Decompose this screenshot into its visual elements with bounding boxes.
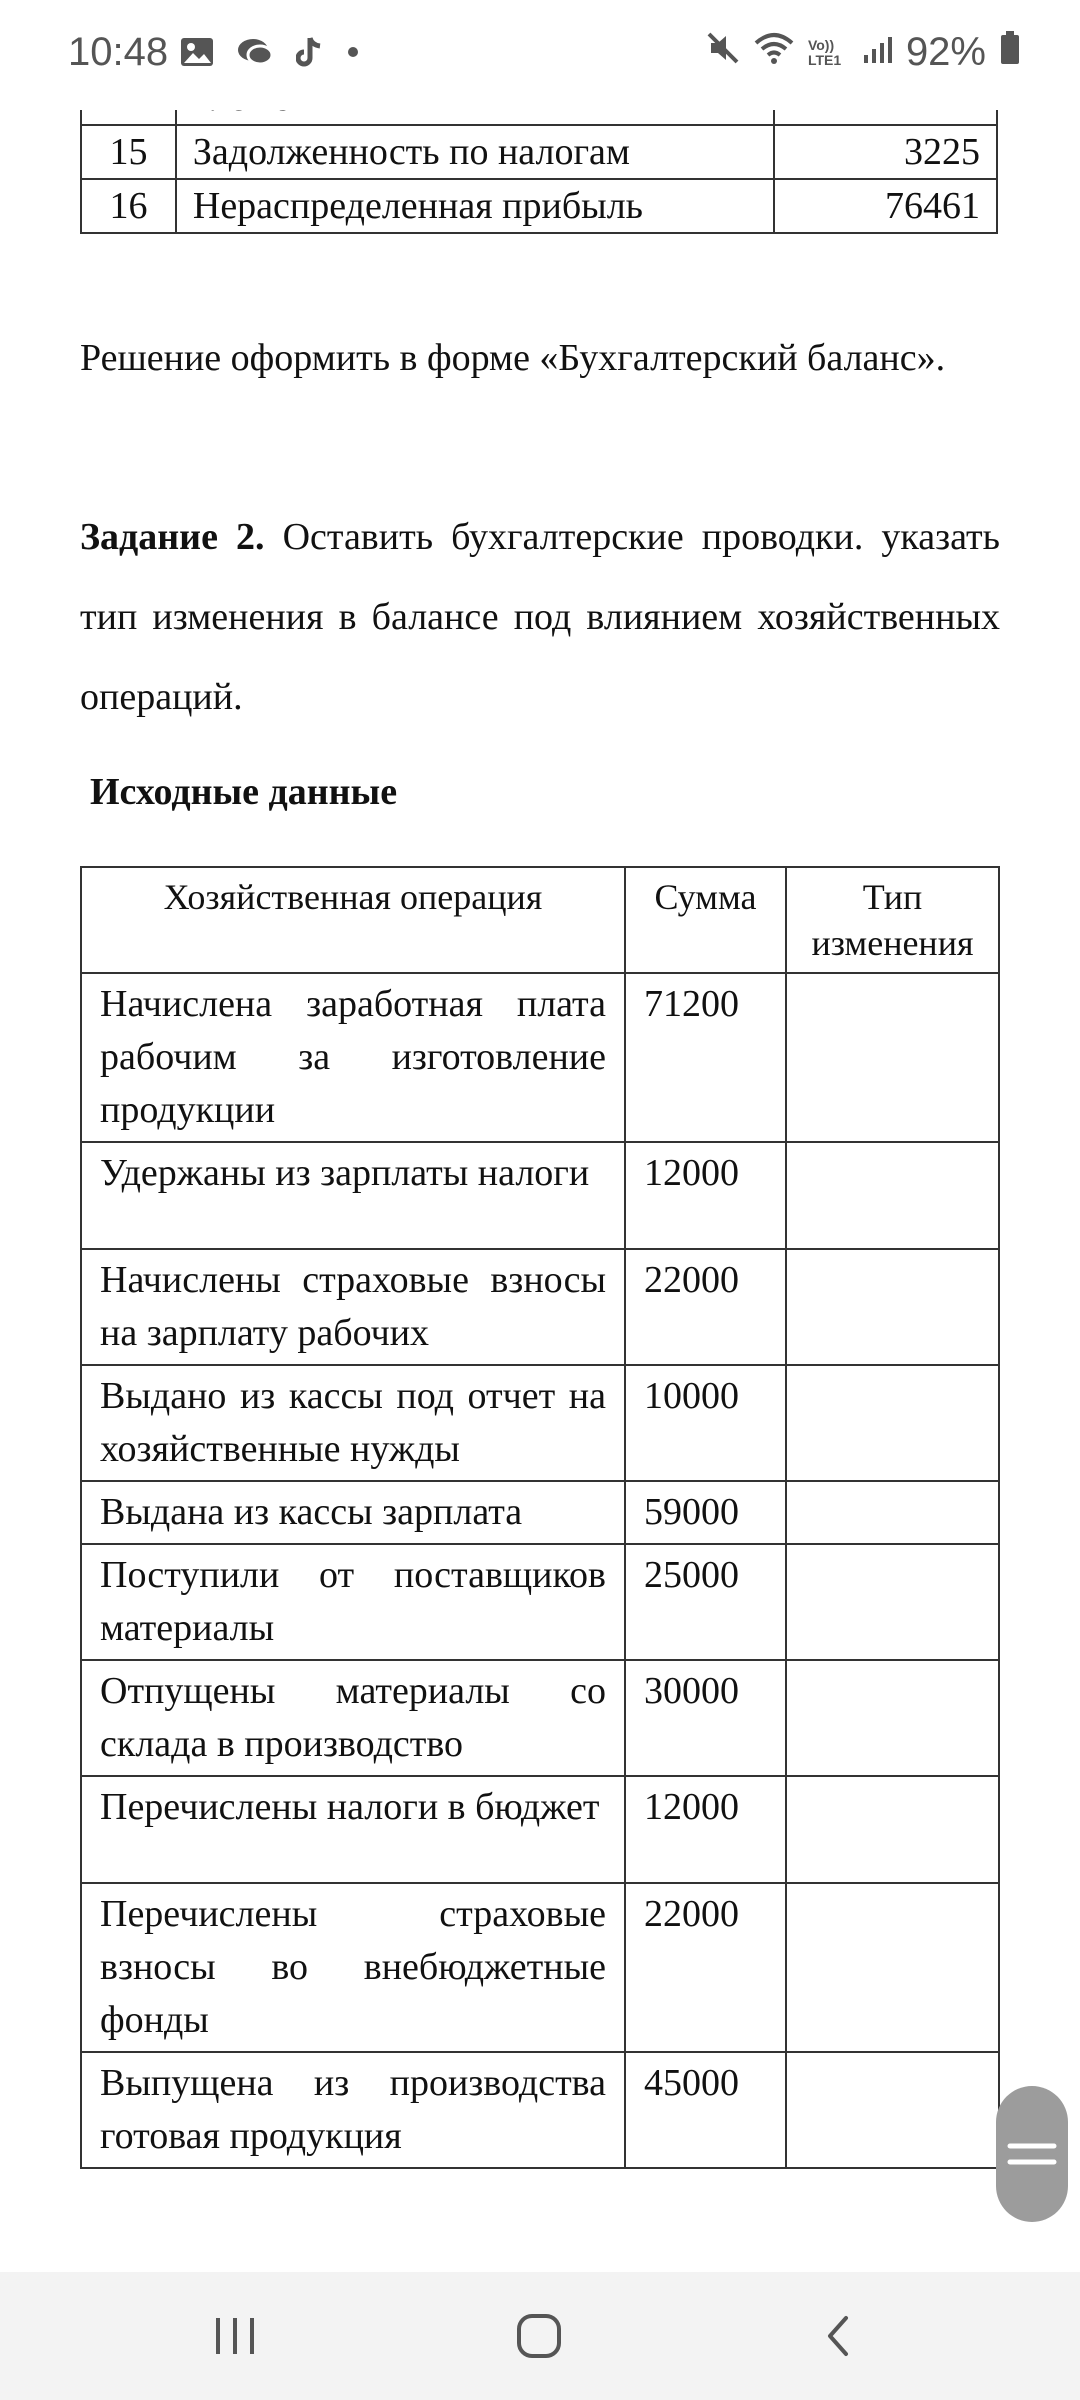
header-sum: Сумма xyxy=(625,867,786,973)
sum-cell: 12000 xyxy=(625,1776,786,1883)
operation-cell: Выдана из кассы зарплата xyxy=(81,1481,625,1544)
tiktok-icon xyxy=(296,36,324,73)
header-operation: Хозяйственная операция xyxy=(81,867,625,973)
type-cell xyxy=(786,1142,999,1249)
table-row xyxy=(81,1365,999,1481)
clock: 10:48 xyxy=(68,30,169,74)
task-2-text: Оставить бухгалтерские проводки. указать тип изменения в балансе под влиянием хозяйственных операций. xyxy=(80,516,1000,718)
operation-cell: Начислена заработная плата рабочим за изготовление продукции xyxy=(81,973,625,1142)
navigation-bar xyxy=(0,2272,1080,2400)
type-cell xyxy=(786,1249,999,1365)
operation-cell: Выдано из кассы под отчет на хозяйственные нужды xyxy=(81,1365,625,1481)
operation-cell: Отпущены материалы со склада в производство xyxy=(81,1660,625,1776)
wifi-icon xyxy=(754,30,794,75)
header-type: Тип изменения xyxy=(786,867,999,973)
solution-instruction: Решение оформить в форме «Бухгалтерский баланс». xyxy=(80,337,946,379)
table-row xyxy=(81,125,997,179)
row-value: 76461 xyxy=(774,179,997,233)
row-name: Задолженность по налогам xyxy=(176,125,775,179)
sum-cell: 45000 xyxy=(625,2052,786,2168)
table-row xyxy=(81,179,997,233)
sum-cell: 71200 xyxy=(625,973,786,1142)
table-row xyxy=(81,1883,999,2052)
battery-percent: 92% xyxy=(905,30,986,74)
operation-cell: Удержаны из зарплаты налоги xyxy=(81,1142,625,1249)
recent-apps-icon[interactable] xyxy=(210,2312,260,2365)
row-number: 16 xyxy=(81,179,176,233)
type-cell xyxy=(786,1776,999,1883)
row-number: 15 xyxy=(81,125,176,179)
volte-icon: Vo)) LTE1 xyxy=(807,36,842,68)
image-icon xyxy=(180,37,214,72)
type-cell xyxy=(786,1883,999,2052)
mute-icon xyxy=(706,30,740,75)
battery-icon xyxy=(1000,30,1020,75)
operation-cell: Перечислены налоги в бюджет xyxy=(81,1776,625,1883)
sum-cell: 25000 xyxy=(625,1544,786,1660)
table-header-row xyxy=(81,867,999,973)
source-data-heading: Исходные данные xyxy=(90,771,398,813)
type-cell xyxy=(786,1660,999,1776)
type-cell xyxy=(786,1365,999,1481)
table-row xyxy=(81,2052,999,2168)
type-cell xyxy=(786,1481,999,1544)
type-cell xyxy=(786,2052,999,2168)
task-2-paragraph xyxy=(80,497,1000,737)
type-cell xyxy=(786,1544,999,1660)
table-row xyxy=(81,1142,999,1249)
task-2-label: Задание 2. xyxy=(80,516,265,558)
fast-scroll-handle[interactable] xyxy=(996,2086,1068,2222)
table-row xyxy=(81,1544,999,1660)
sum-cell: 22000 xyxy=(625,1883,786,2052)
sum-cell: 10000 xyxy=(625,1365,786,1481)
table-row xyxy=(81,1776,999,1883)
row-name: Нераспределенная прибыль xyxy=(176,179,775,233)
sum-cell: 22000 xyxy=(625,1249,786,1365)
back-icon[interactable] xyxy=(818,2312,858,2365)
notification-icons xyxy=(180,36,360,73)
sum-cell: 59000 xyxy=(625,1481,786,1544)
table-row xyxy=(81,1249,999,1365)
sum-cell: 12000 xyxy=(625,1142,786,1249)
operations-table xyxy=(80,866,1000,2169)
table-row xyxy=(81,973,999,1142)
operation-cell: Выпущена из производства готовая продукция xyxy=(81,2052,625,2168)
status-bar xyxy=(0,0,1080,110)
scroll-lines-icon xyxy=(996,2086,1068,2222)
signal-icon xyxy=(862,30,892,75)
operation-cell: Поступили от поставщиков материалы xyxy=(81,1544,625,1660)
operation-cell: Перечислены страховые взносы во внебюджетные фонды xyxy=(81,1883,625,2052)
table-row xyxy=(81,1660,999,1776)
row-value: 3225 xyxy=(774,125,997,179)
operation-cell: Начислены страховые взносы на зарплату рабочих xyxy=(81,1249,625,1365)
dot-icon xyxy=(346,45,360,64)
sum-cell: 30000 xyxy=(625,1660,786,1776)
system-icons xyxy=(706,30,1020,75)
chat-bubble-icon xyxy=(236,37,274,72)
type-cell xyxy=(786,973,999,1142)
table-row xyxy=(81,1481,999,1544)
home-icon[interactable] xyxy=(513,2310,565,2367)
